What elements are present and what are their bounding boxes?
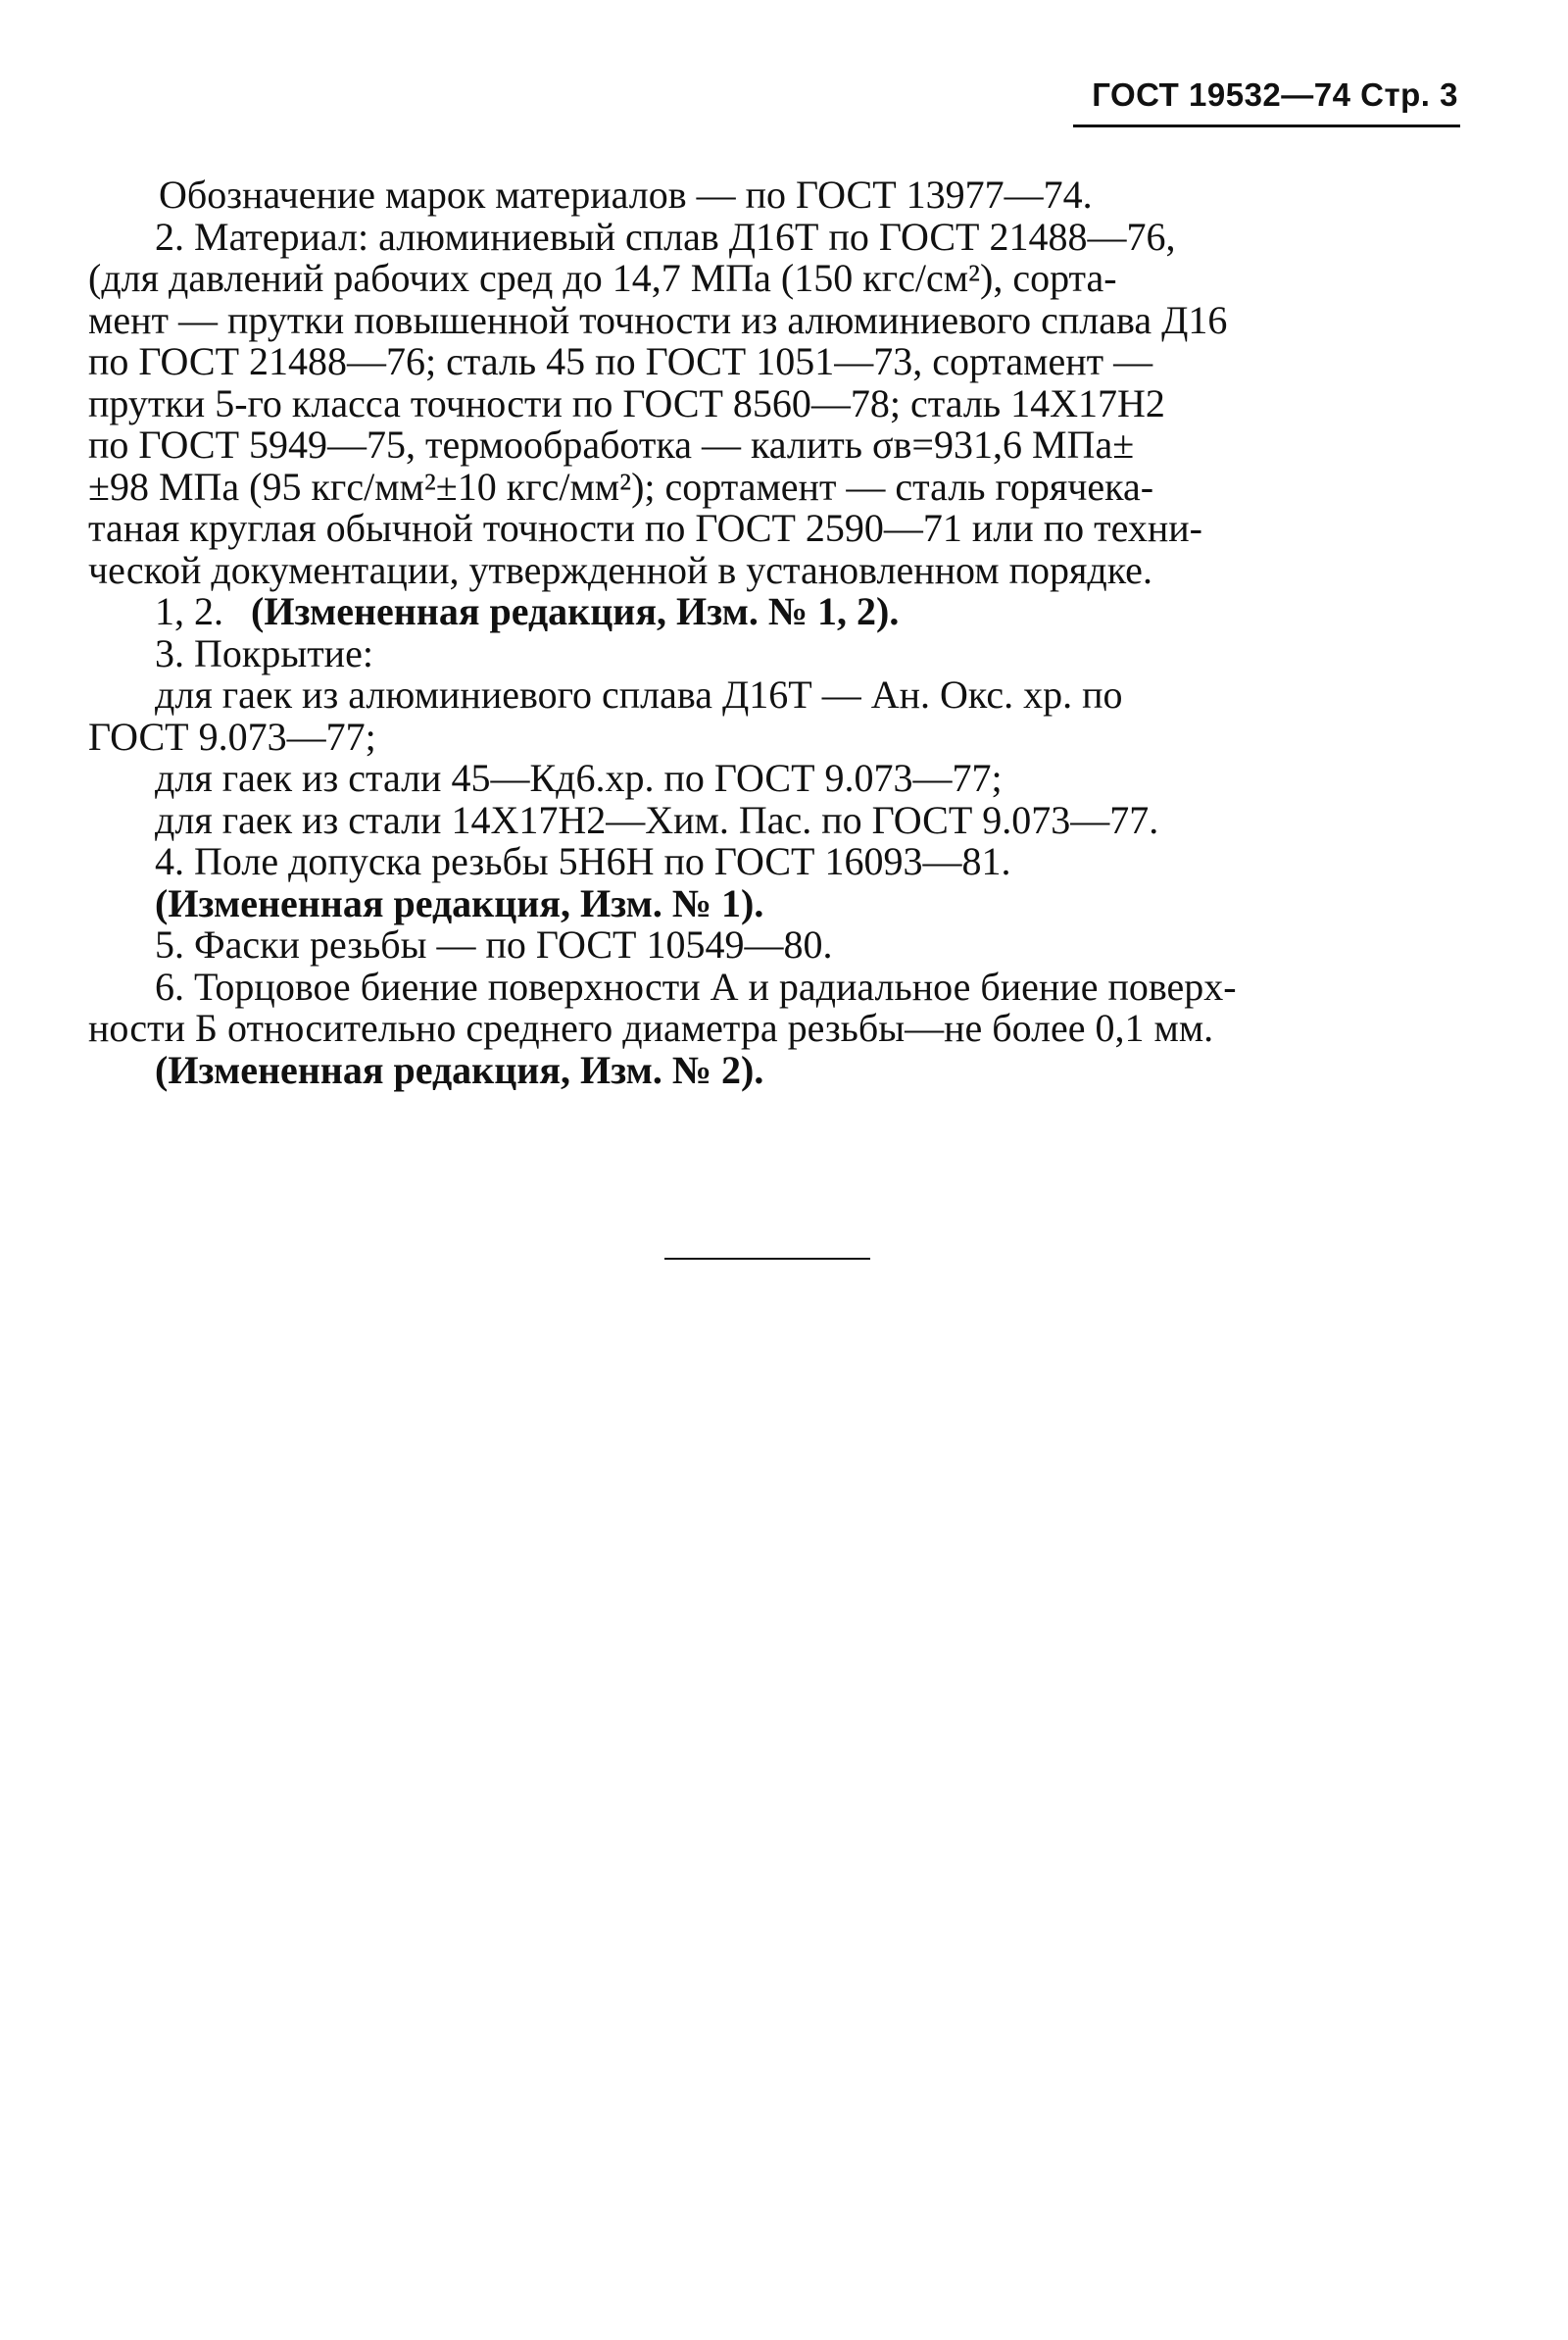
text-line-12: 3. Покрытие: [155, 630, 373, 675]
text-line-9: таная круглая обычной точности по ГОСТ 2590—71 или по техни- [88, 506, 1202, 550]
amendment-note-2: (Измененная редакция, Изм. № 1). [155, 880, 764, 925]
text-line-14: ГОСТ 9.073—77; [88, 714, 376, 759]
header-rule [1073, 124, 1460, 127]
document-body [88, 174, 1460, 1091]
text-line-15: для гаек из стали 45—Кд6.хр. по ГОСТ 9.073—77; [155, 756, 1003, 800]
text-line-13: для гаек из алюминиевого сплава Д16Т — Ан. Окс. хр. по [155, 672, 1123, 717]
text-line-6: прутки 5-го класса точности по ГОСТ 8560—78; сталь 14Х17Н2 [88, 380, 1165, 425]
text-line-7: по ГОСТ 5949—75, термообработка — калить σв=931,6 МПа± [88, 423, 1135, 467]
text-line-16: для гаек из стали 14Х17Н2—Хим. Пас. по ГОСТ 9.073—77. [155, 797, 1159, 842]
text-line-2 [88, 214, 1460, 259]
text-line-17: 4. Поле допуска резьбы 5Н6Н по ГОСТ 16093—81. [155, 839, 1011, 883]
amendment-note-3: (Измененная редакция, Изм. № 2). [155, 1047, 764, 1092]
text-line-10: ческой документации, утвержденной в установленном порядке. [88, 547, 1152, 592]
amendment-note-1: (Измененная редакция, Изм. № 1, 2). [251, 589, 900, 633]
text-line-19: 5. Фаски резьбы — по ГОСТ 10549—80. [155, 922, 833, 967]
text-line-3: (для давлений рабочих сред до 14,7 МПа (150 кгс/см²), сорта- [88, 256, 1117, 300]
text-line-5: по ГОСТ 21488—76; сталь 45 по ГОСТ 1051—73, сортамент — [88, 339, 1153, 383]
text-line-8: ±98 МПа (95 кгс/мм²±10 кгс/мм²); сортамент — сталь горячека- [88, 464, 1154, 509]
text-line-11 [88, 591, 1460, 633]
text-line-1: Обозначение марок материалов — по ГОСТ 13977—74. [159, 173, 1093, 217]
text-line-2-content: 2. Материал: алюминиевый сплав Д16Т по ГОСТ 21488—76, [155, 214, 1176, 259]
page-header: ГОСТ 19532—74 Стр. 3 [1092, 76, 1458, 113]
text-line-4: мент — прутки повышенной точности из алюминиевого сплава Д16 [88, 297, 1228, 342]
text-line-21: ности Б относительно среднего диаметра резьбы—не более 0,1 мм. [88, 1006, 1214, 1050]
amendment-ref-1-2: 1, 2. [155, 589, 223, 633]
end-rule [664, 1258, 870, 1260]
text-line-20: 6. Торцовое биение поверхности А и радиальное биение поверх- [155, 964, 1237, 1009]
